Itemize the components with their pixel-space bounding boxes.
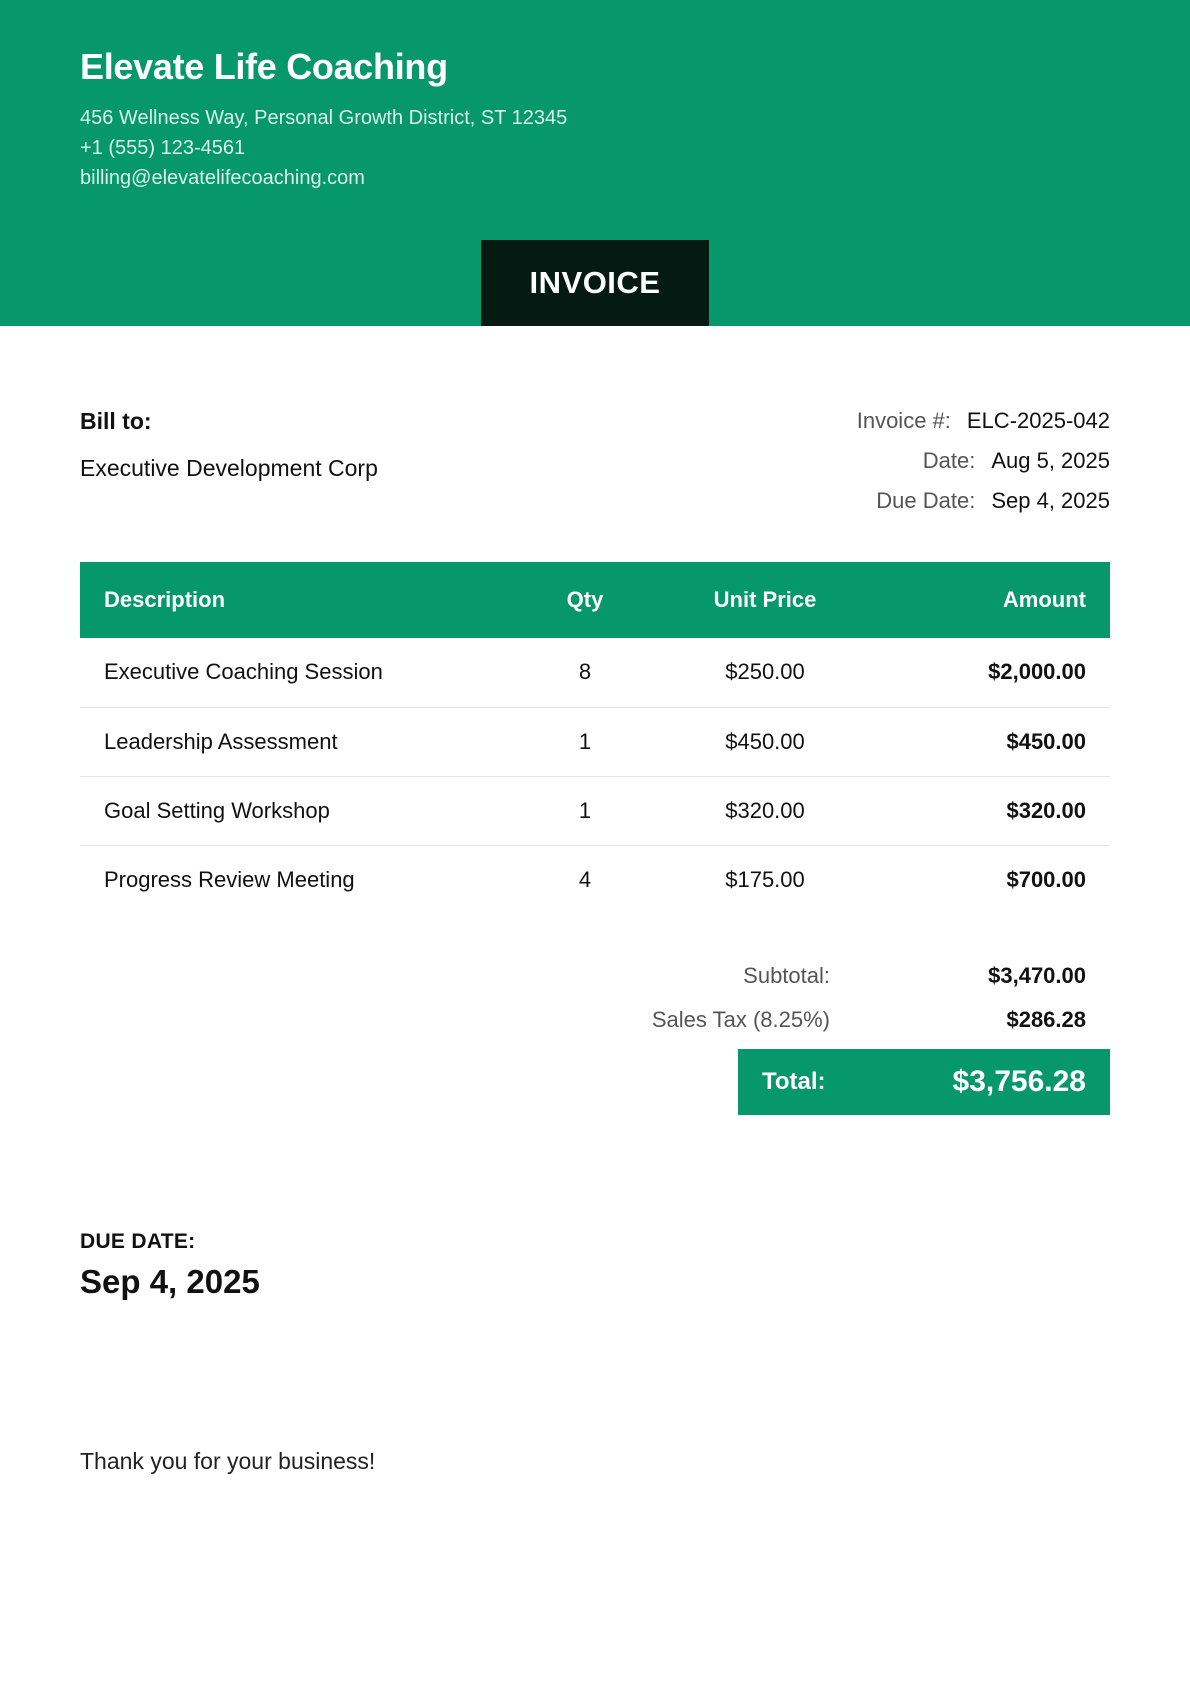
company-address: 456 Wellness Way, Personal Growth District, ST 12345 — [80, 107, 568, 129]
table-row — [80, 638, 1110, 707]
invoice-due-date — [876, 488, 1110, 514]
line-items-table — [80, 562, 1110, 914]
cell-amount: $320.00 — [880, 776, 1110, 845]
cell-amount: $450.00 — [880, 707, 1110, 776]
cell-qty: 4 — [578, 866, 592, 892]
invoice-date-label: Date: — [922, 448, 976, 473]
tax-value: $286.28 — [1006, 1007, 1086, 1032]
tax-label: Sales Tax (8.25%) — [651, 1007, 830, 1032]
invoice-date — [923, 448, 1110, 474]
cell-amount: $2,000.00 — [880, 638, 1110, 707]
table-row — [80, 776, 1110, 845]
thank-you-note: Thank you for your business! — [80, 1448, 376, 1474]
table-row — [80, 845, 1110, 914]
invoice-date-value: Aug 5, 2025 — [991, 448, 1110, 473]
column-header-description: Description — [80, 562, 520, 638]
cell-qty: 8 — [520, 638, 650, 707]
column-header-amount: Amount — [880, 562, 1110, 638]
company-email: billing@elevatelifecoaching.com — [80, 167, 365, 189]
column-header-unit-price: Unit Price — [650, 562, 880, 638]
cell-unit-price: $250.00 — [650, 638, 880, 707]
subtotal-value: $3,470.00 — [988, 963, 1086, 988]
invoice-header — [0, 0, 1190, 326]
table-row — [80, 707, 1110, 776]
invoice-number-value: ELC-2025-042 — [966, 408, 1110, 433]
company-phone: +1 (555) 123-4561 — [80, 137, 246, 159]
company-name: Elevate Life Coaching — [80, 46, 448, 87]
cell-description: Goal Setting Workshop — [80, 776, 520, 845]
table-header-row — [80, 562, 1110, 638]
tax-row — [530, 1007, 1086, 1033]
cell-unit-price: $175.00 — [725, 866, 805, 892]
total-value: $3,756.28 — [952, 1065, 1086, 1098]
invoice-number — [857, 408, 1110, 434]
cell-unit-price: $450.00 — [650, 707, 880, 776]
bill-to-name: Executive Development Corp — [80, 455, 378, 481]
bill-to-label: Bill to: — [80, 408, 152, 434]
invoice-due-date-label: Due Date: — [876, 488, 976, 513]
total-label: Total: — [762, 1068, 826, 1095]
column-header-qty: Qty — [520, 562, 650, 638]
cell-amount: $700.00 — [1006, 866, 1086, 892]
total-row — [738, 1049, 1110, 1115]
cell-qty: 1 — [520, 776, 650, 845]
subtotal-row — [530, 963, 1086, 989]
cell-qty: 1 — [520, 707, 650, 776]
due-date-value: Sep 4, 2025 — [80, 1263, 260, 1300]
cell-description: Executive Coaching Session — [80, 638, 520, 707]
cell-unit-price: $320.00 — [650, 776, 880, 845]
invoice-number-label: Invoice #: — [856, 408, 951, 433]
due-date-heading: DUE DATE: — [80, 1230, 196, 1253]
cell-description: Progress Review Meeting — [104, 866, 355, 892]
invoice-due-date-value: Sep 4, 2025 — [991, 488, 1110, 513]
subtotal-label: Subtotal: — [743, 963, 830, 988]
cell-description: Leadership Assessment — [80, 707, 520, 776]
invoice-title: INVOICE — [481, 240, 709, 326]
